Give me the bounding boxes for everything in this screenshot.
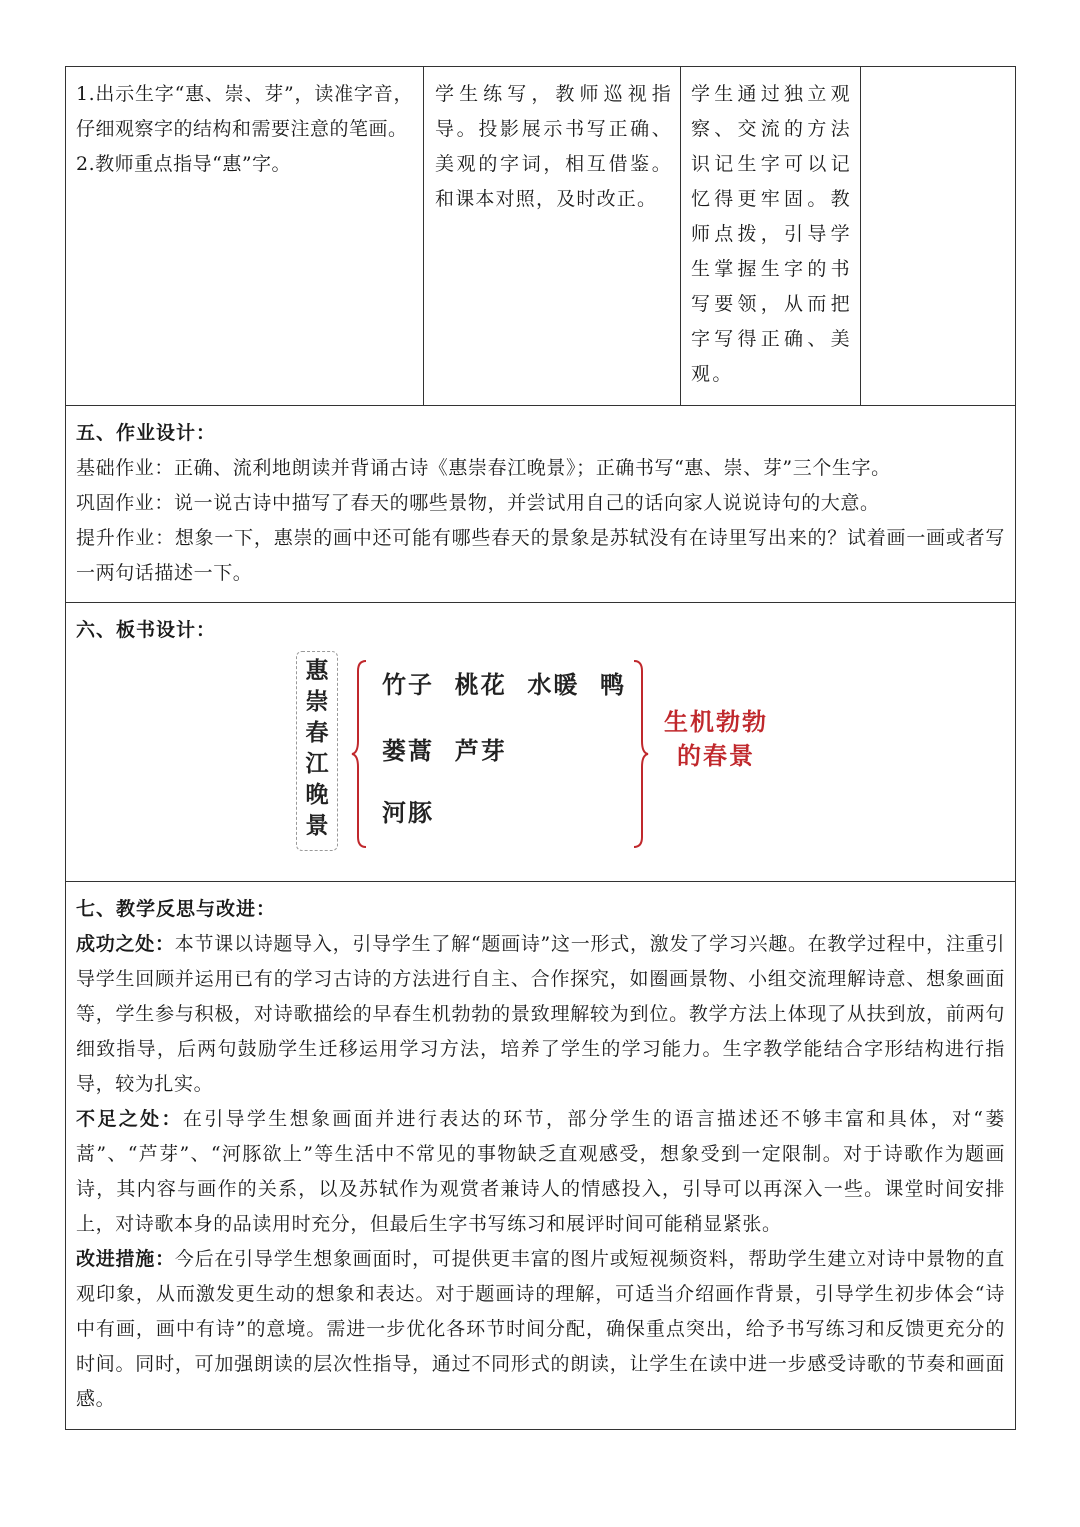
homework-advanced: 提升作业：想象一下，惠崇的画中还可能有哪些春天的景象是苏轼没有在诗里写出来的？试着画一画或者写一两句话描述一下。	[76, 527, 1005, 584]
teacher-activity-cell	[66, 67, 424, 405]
reflection-title: 七、教学反思与改进：	[76, 898, 277, 920]
right-brace	[630, 659, 650, 849]
writing-guidance-row	[66, 67, 1015, 406]
board-line-3: 河豚	[382, 799, 434, 827]
teacher-step-1: 1.出示生字“惠、崇、芽”，读准字音，仔细观察字的结构和需要注意的笔画。	[76, 83, 413, 140]
reflection-section	[66, 882, 1015, 1431]
summary-line-2: 的春景	[677, 742, 755, 770]
homework-section	[66, 406, 1015, 603]
student-activity-text: 学生练写，教师巡视指导。投影展示书写正确、美观的字词，相互借鉴。和课本对照，及时改正。	[435, 83, 672, 210]
shortfall-label: 不足之处：	[76, 1108, 183, 1130]
improve-text: 今后在引导学生想象画面时，可提供更丰富的图片或短视频资料，帮助学生建立对诗中景物的直观印象，从而激发更生动的想象和表达。对于题画诗的理解，可适当介绍画作背景，引导学生初步体会“诗中有画，画中有诗”的意境。需进一步优化各环节时间分配，确保重点突出，给予书写练习和反馈更充分的时间。同时，可加强朗读的层次性指导，通过不同形式的朗读，让学生在读中进一步感受诗歌的节奏和画面感。	[76, 1248, 1005, 1410]
board-summary	[656, 705, 776, 773]
empty-cell	[861, 67, 1015, 405]
board-design-section	[66, 603, 1015, 882]
board-line-1: 竹子 桃花 水暖 鸭	[382, 671, 627, 699]
reflection-improve	[76, 1242, 1005, 1417]
blackboard-diagram	[296, 651, 816, 861]
homework-consolidate: 巩固作业：说一说古诗中描写了春天的哪些景物，并尝试用自己的话向家人说说诗句的大意。	[76, 492, 880, 514]
teacher-step-2: 2.教师重点指导“惠”字。	[76, 153, 292, 175]
student-activity-cell	[424, 67, 681, 405]
homework-title: 五、作业设计：	[76, 422, 217, 444]
shortfall-text: 在引导学生想象画面并进行表达的环节，部分学生的语言描述还不够丰富和具体，对“蒌蒿”、“芦芽”、“河豚欲上”等生活中不常见的事物缺乏直观感受，想象受到一定限制。对于诗歌作为题画诗，其内容与画作的关系，以及苏轼作为观赏者兼诗人的情感投入，引导可以再深入一些。课堂时间安排上，对诗歌本身的品读用时充分，但最后生字书写练习和展评时间可能稍显紧张。	[76, 1108, 1005, 1235]
success-text: 本节课以诗题导入，引导学生了解“题画诗”这一形式，激发了学习兴趣。在教学过程中，注重引导学生回顾并运用已有的学习古诗的方法进行自主、合作探究，如圈画景物、小组交流理解诗意、想象画面等，学生参与积极，对诗歌描绘的早春生机勃勃的景致理解较为到位。教学方法上体现了从扶到放，前两句细致指导，后两句鼓励学生迁移运用学习方法，培养了学生的学习能力。生字教学能结合字形结构进行指导，较为扎实。	[76, 933, 1005, 1095]
design-intent-text: 学生通过独立观察、交流的方法识记生字可以记忆得更牢固。教师点拨，引导学生掌握生字的书写要领，从而把字写得正确、美观。	[691, 83, 852, 385]
poem-title-box: 惠崇春江晚景	[296, 651, 338, 851]
board-design-title: 六、板书设计：	[76, 619, 217, 641]
design-intent-cell	[681, 67, 861, 405]
reflection-shortfall	[76, 1102, 1005, 1242]
board-line-2: 蒌蒿 芦芽	[382, 737, 507, 765]
success-label: 成功之处：	[76, 933, 175, 955]
summary-line-1: 生机勃勃	[664, 708, 768, 736]
homework-basic: 基础作业：正确、流利地朗读并背诵古诗《惠崇春江晚景》；正确书写“惠、崇、芽”三个生字。	[76, 457, 891, 479]
lesson-plan-table	[65, 66, 1016, 1430]
left-brace	[350, 659, 370, 849]
improve-label: 改进措施：	[76, 1248, 175, 1270]
reflection-success	[76, 927, 1005, 1102]
